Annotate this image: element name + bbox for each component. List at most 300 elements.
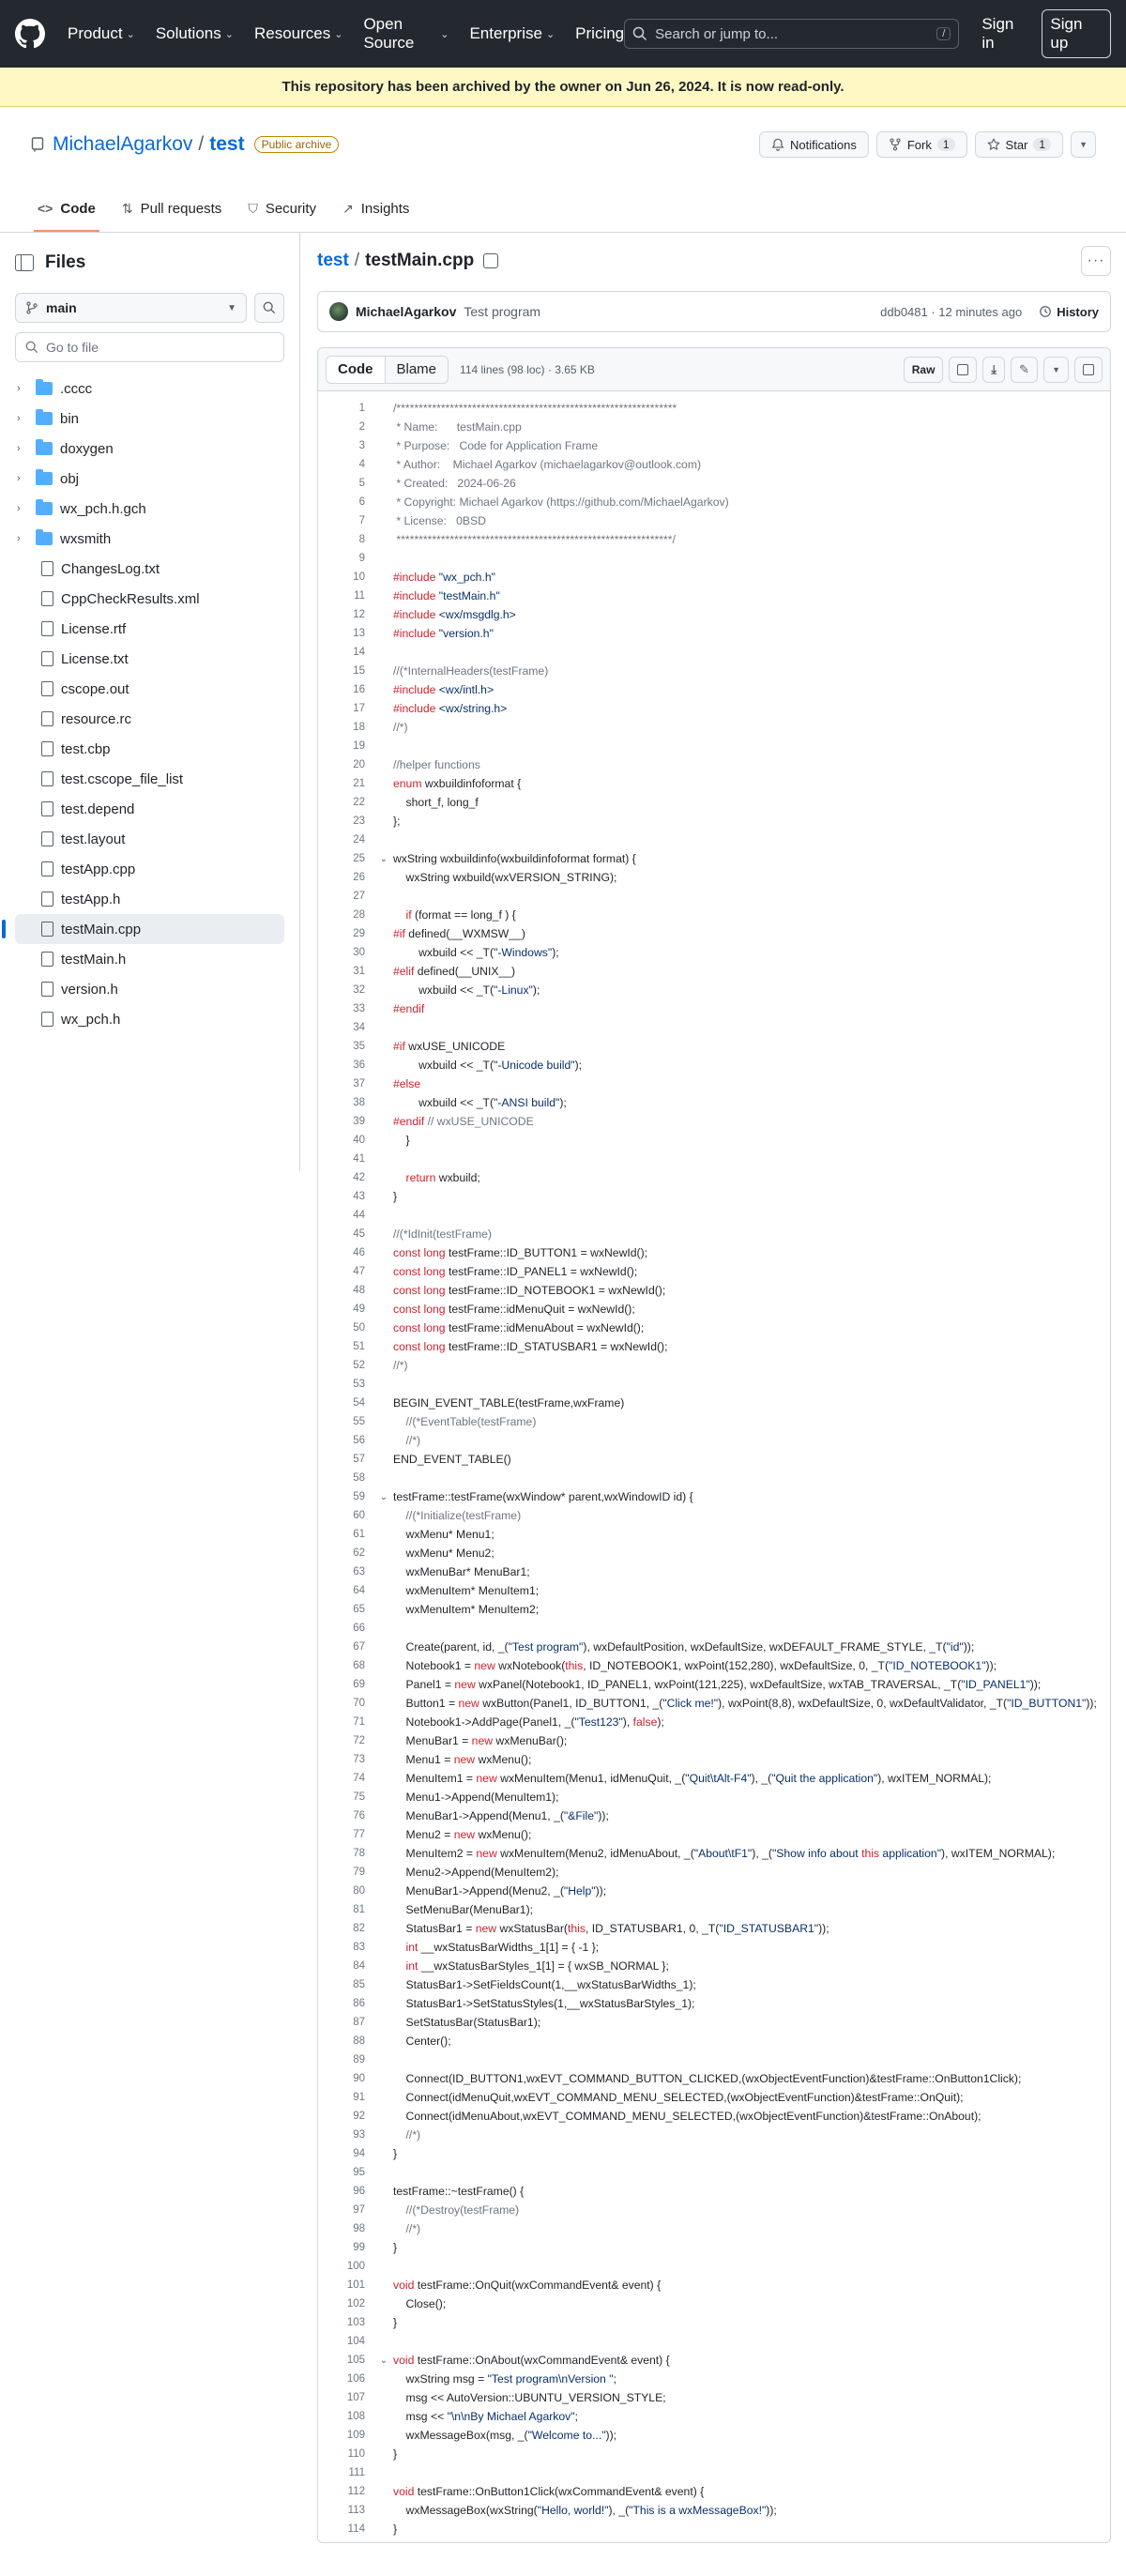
code-line — [318, 1938, 1110, 1957]
file-tree-file[interactable] — [15, 854, 284, 884]
code-text: }; — [393, 815, 401, 828]
code-text: wxbuild << _T("-Unicode build"); — [393, 1059, 583, 1072]
code-line — [318, 887, 1110, 906]
blame-view-button[interactable]: Blame — [386, 357, 449, 383]
line-number[interactable]: 114 — [347, 2523, 365, 2535]
line-number[interactable]: 71 — [353, 1716, 365, 1728]
more-options-button[interactable]: ··· — [1081, 246, 1111, 276]
files-title: Files — [45, 252, 86, 272]
line-number[interactable]: 33 — [353, 1003, 365, 1014]
code-text: const long testFrame::ID_BUTTON1 = wxNewId(); — [393, 1246, 648, 1259]
chevron-right-icon[interactable]: › — [17, 383, 21, 394]
line-number[interactable]: 38 — [353, 1097, 365, 1108]
line-number[interactable]: 82 — [353, 1923, 365, 1934]
code-text: Connect(idMenuAbout,wxEVT_COMMAND_MENU_SELECTED,(wxObjectEventFunction)&testFrame::OnAbout); — [393, 2110, 981, 2123]
code-text: wxMenuBar* MenuBar1; — [393, 1565, 530, 1578]
sign-up-button[interactable]: Sign up — [1042, 9, 1111, 58]
sign-in-link[interactable]: Sign in — [981, 15, 1014, 52]
chevron-right-icon[interactable]: › — [17, 503, 21, 514]
chevron-down-icon: ⌄ — [440, 28, 449, 40]
file-tree-label: testApp.h — [61, 891, 121, 907]
line-number[interactable]: 12 — [353, 609, 365, 620]
line-number[interactable]: 74 — [353, 1773, 365, 1784]
code-line — [318, 1750, 1110, 1769]
code-text: void testFrame::OnButton1Click(wxCommandEvent& event) { — [393, 2485, 705, 2498]
line-number[interactable]: 36 — [353, 1059, 365, 1071]
code-text: testFrame::testFrame(wxWindow* parent,wxWindowID id) { — [393, 1490, 693, 1503]
file-tree-file[interactable] — [15, 794, 284, 824]
code-line — [318, 1243, 1110, 1262]
go-to-file-input[interactable]: Go to file — [15, 332, 284, 362]
code-line — [318, 924, 1110, 943]
line-number[interactable]: 76 — [353, 1810, 365, 1821]
notifications-button[interactable]: Notifications — [759, 131, 869, 158]
line-number[interactable]: 50 — [353, 1322, 365, 1334]
file-search-button[interactable] — [254, 293, 284, 323]
line-number[interactable]: 48 — [353, 1285, 365, 1296]
code-text: BEGIN_EVENT_TABLE(testFrame,wxFrame) — [393, 1396, 625, 1410]
line-number[interactable]: 95 — [353, 2167, 365, 2178]
file-tree-label: test.cscope_file_list — [61, 770, 184, 787]
line-number[interactable]: 2 — [358, 421, 365, 433]
line-number[interactable]: 23 — [353, 815, 365, 827]
line-number[interactable]: 26 — [353, 872, 365, 883]
avatar[interactable] — [329, 302, 348, 321]
code-text: } — [393, 2241, 398, 2254]
line-number[interactable]: 97 — [353, 2204, 365, 2216]
line-number[interactable]: 105 — [346, 2355, 365, 2366]
code-line — [318, 436, 1110, 455]
line-number[interactable]: 88 — [353, 2035, 365, 2047]
code-text: Button1 = new wxButton(Panel1, ID_BUTTON1, _("Click me!"), wxPoint(8,8), wxDefaultSize, 0, wxDefaultValidator, _T("ID_BUTTON1")); — [393, 1697, 1097, 1710]
code-line — [318, 1018, 1110, 1037]
code-text: msg << "\n\nBy Michael Agarkov"; — [393, 2410, 578, 2423]
line-number[interactable]: 72 — [353, 1735, 365, 1746]
code-icon: <> — [38, 201, 53, 216]
file-tree-label: test.layout — [61, 831, 126, 847]
line-number[interactable]: 51 — [353, 1341, 365, 1352]
line-number[interactable]: 84 — [353, 1960, 365, 1972]
tab-insights[interactable]: ↗ Insights — [342, 200, 410, 217]
line-number[interactable]: 6 — [358, 496, 365, 508]
copy-raw-button[interactable] — [949, 357, 977, 383]
line-number[interactable]: 102 — [346, 2298, 365, 2309]
file-tree-file[interactable] — [15, 554, 284, 584]
line-number[interactable]: 94 — [353, 2148, 365, 2159]
commit-meta[interactable]: ddb0481 · 12 minutes ago — [880, 304, 1023, 319]
code-line — [318, 530, 1110, 549]
line-number[interactable]: 112 — [347, 2486, 365, 2497]
raw-button[interactable]: Raw — [904, 357, 944, 383]
copy-path-icon[interactable] — [483, 253, 498, 268]
file-tree-file[interactable] — [15, 824, 284, 854]
code-line — [318, 1187, 1110, 1206]
repo-owner-link[interactable]: MichaelAgarkov — [53, 133, 193, 155]
code-line — [318, 2463, 1110, 2482]
line-number[interactable]: 32 — [353, 984, 365, 996]
search-icon — [25, 341, 38, 354]
line-number[interactable]: 16 — [353, 684, 365, 695]
code-text: //*) — [393, 721, 408, 734]
chevron-down-icon: ⌄ — [126, 28, 135, 40]
code-text: Menu2->Append(MenuItem2); — [393, 1866, 559, 1879]
line-number[interactable]: 96 — [353, 2186, 365, 2197]
file-tree-folder[interactable] — [15, 524, 284, 554]
file-tree-file[interactable] — [15, 584, 284, 614]
commit-author-link[interactable]: MichaelAgarkov — [356, 304, 457, 319]
code-text: * Copyright: Michael Agarkov (https://github.com/MichaelAgarkov) — [393, 495, 729, 509]
line-number[interactable]: 93 — [353, 2129, 365, 2141]
code-line — [318, 1450, 1110, 1469]
code-text: wxString wxbuild(wxVERSION_STRING); — [393, 871, 617, 884]
sidebar-collapse-icon[interactable] — [15, 254, 34, 271]
file-tree-file[interactable] — [15, 734, 284, 764]
fold-chevron-icon[interactable]: ⌄ — [379, 1491, 388, 1502]
line-number[interactable]: 66 — [353, 1623, 365, 1634]
code-container — [317, 347, 1111, 2543]
line-number[interactable]: 24 — [353, 834, 365, 846]
line-number[interactable]: 21 — [353, 778, 365, 789]
repo-header — [0, 107, 1126, 233]
line-number[interactable]: 22 — [353, 797, 365, 808]
line-number[interactable]: 61 — [353, 1529, 365, 1540]
nav-pricing[interactable]: Pricing — [575, 24, 625, 42]
code-line — [318, 1694, 1110, 1713]
shield-icon: ⛉ — [248, 200, 258, 216]
line-number[interactable]: 52 — [353, 1360, 365, 1371]
branch-icon — [25, 301, 38, 314]
tab-code[interactable]: <> Code — [34, 187, 99, 232]
line-number[interactable]: 20 — [353, 759, 365, 770]
line-number[interactable]: 110 — [347, 2448, 365, 2460]
code-line — [318, 2351, 1110, 2370]
line-number[interactable]: 55 — [353, 1416, 365, 1427]
code-text: void testFrame::OnQuit(wxCommandEvent& event) { — [393, 2279, 662, 2292]
file-info: 114 lines (98 loc) · 3.65 KB — [460, 362, 595, 376]
code-text: } — [393, 1190, 398, 1203]
line-number[interactable]: 17 — [353, 703, 365, 714]
line-number[interactable]: 53 — [353, 1379, 365, 1390]
nav-open-source[interactable]: Open Source ⌄ — [363, 15, 449, 52]
line-number[interactable]: 31 — [353, 966, 365, 977]
code-text: **************************************************************/ — [393, 533, 676, 546]
code-text: #if defined(__WXMSW__) — [393, 927, 525, 940]
line-number[interactable]: 44 — [353, 1210, 365, 1221]
view-toggle — [326, 356, 449, 384]
search-shortcut-badge: / — [936, 27, 951, 40]
code-line — [318, 1544, 1110, 1562]
line-number[interactable]: 67 — [353, 1641, 365, 1653]
line-number[interactable]: 40 — [353, 1135, 365, 1146]
file-tree-file[interactable] — [15, 704, 284, 734]
line-number[interactable]: 79 — [353, 1867, 365, 1878]
code-text: wxbuild << _T("-ANSI build"); — [393, 1096, 567, 1109]
code-line — [318, 2370, 1110, 2388]
line-number[interactable]: 62 — [353, 1547, 365, 1559]
line-number[interactable]: 29 — [353, 928, 365, 939]
code-line — [318, 962, 1110, 981]
file-icon — [41, 771, 53, 786]
line-number[interactable]: 35 — [353, 1041, 365, 1052]
line-number[interactable]: 101 — [346, 2279, 365, 2291]
file-tree-file[interactable] — [15, 974, 284, 1004]
file-tree-label: obj — [60, 470, 80, 487]
star-button[interactable]: Star 1 — [975, 131, 1064, 158]
line-number[interactable]: 3 — [358, 440, 365, 451]
folder-icon — [36, 412, 53, 425]
file-tree-label: .cccc — [60, 380, 93, 397]
line-number[interactable]: 1 — [358, 403, 365, 414]
line-number[interactable]: 106 — [346, 2373, 365, 2385]
line-number[interactable]: 81 — [353, 1904, 365, 1915]
global-header — [0, 0, 1126, 68]
nav-solutions[interactable]: Solutions ⌄ — [155, 24, 234, 42]
code-line — [318, 849, 1110, 868]
line-number[interactable]: 107 — [346, 2392, 365, 2403]
line-number[interactable]: 92 — [353, 2111, 365, 2122]
line-number[interactable]: 86 — [353, 1998, 365, 2009]
code-line — [318, 624, 1110, 643]
line-number[interactable]: 108 — [346, 2411, 365, 2422]
repo-name-link[interactable]: test — [209, 133, 245, 155]
code-line — [318, 680, 1110, 699]
code-text: wxString wxbuildinfo(wxbuildinfoformat format) { — [393, 852, 636, 865]
code-line — [318, 662, 1110, 680]
line-number[interactable]: 64 — [353, 1585, 365, 1596]
line-number[interactable]: 10 — [353, 572, 365, 583]
line-number[interactable]: 91 — [353, 2092, 365, 2103]
github-logo-icon[interactable] — [15, 19, 45, 49]
code-line — [318, 2501, 1110, 2520]
line-number[interactable]: 47 — [353, 1266, 365, 1277]
line-number[interactable]: 60 — [353, 1510, 365, 1521]
code-text: //*) — [393, 1359, 408, 1372]
tab-security[interactable]: ⛉ Security — [248, 200, 316, 217]
file-tree-file[interactable] — [15, 884, 284, 914]
line-number[interactable]: 9 — [358, 553, 365, 564]
code-line — [318, 1675, 1110, 1694]
chevron-right-icon[interactable]: › — [17, 413, 21, 424]
code-text: //*) — [393, 2128, 421, 2142]
code-text: int __wxStatusBarWidths_1[1] = { -1 }; — [405, 1941, 600, 1954]
file-tree-folder[interactable] — [15, 404, 284, 434]
file-tree-folder[interactable] — [15, 434, 284, 464]
line-number[interactable]: 41 — [353, 1153, 365, 1165]
code-text: wxString msg = "Test program\nVersion "; — [393, 2372, 616, 2385]
file-icon — [41, 591, 53, 606]
global-nav — [68, 15, 624, 53]
chevron-right-icon[interactable]: › — [17, 473, 21, 484]
code-text: MenuBar1 = new wxMenuBar(); — [393, 1734, 568, 1747]
code-text: #include "wx_pch.h" — [393, 571, 495, 584]
edit-dropdown-button[interactable] — [1043, 357, 1069, 383]
line-number[interactable]: 54 — [353, 1397, 365, 1409]
triangle-down-icon: ▼ — [1079, 140, 1088, 149]
line-number[interactable]: 45 — [353, 1228, 365, 1240]
file-tree-folder[interactable] — [15, 494, 284, 524]
line-number[interactable]: 80 — [353, 1885, 365, 1897]
line-number[interactable]: 5 — [358, 478, 365, 489]
code-text: int __wxStatusBarStyles_1[1] = { wxSB_NORMAL }; — [405, 1959, 669, 1973]
code-line — [318, 2163, 1110, 2182]
line-number[interactable]: 87 — [353, 2017, 365, 2028]
line-number[interactable]: 49 — [353, 1303, 365, 1315]
code-text: #include <wx/msgdlg.h> — [393, 608, 516, 621]
code-text: enum wxbuildinfoformat { — [393, 777, 522, 790]
file-tree-file[interactable] — [15, 614, 284, 644]
file-icon — [41, 952, 53, 967]
chevron-right-icon[interactable]: › — [17, 533, 21, 544]
code-line — [318, 2050, 1110, 2069]
code-line — [318, 2407, 1110, 2426]
line-number[interactable]: 28 — [353, 909, 365, 921]
breadcrumb — [317, 246, 1111, 276]
line-number[interactable]: 73 — [353, 1754, 365, 1765]
code-line — [318, 718, 1110, 737]
chevron-down-icon: ⌄ — [545, 28, 555, 40]
code-line — [318, 1825, 1110, 1844]
download-button[interactable] — [982, 357, 1005, 383]
code-line — [318, 699, 1110, 718]
line-number[interactable]: 113 — [347, 2505, 365, 2516]
fold-chevron-icon[interactable]: ⌄ — [379, 2355, 388, 2366]
line-number[interactable]: 46 — [353, 1247, 365, 1258]
line-number[interactable]: 77 — [353, 1829, 365, 1840]
line-number[interactable]: 104 — [346, 2336, 365, 2347]
triangle-down-icon: ▼ — [1052, 364, 1060, 374]
line-number[interactable]: 4 — [358, 459, 365, 470]
file-icon — [41, 861, 53, 876]
file-tree-file[interactable] — [15, 914, 284, 944]
line-number[interactable]: 13 — [353, 628, 365, 639]
code-line — [318, 455, 1110, 474]
fold-chevron-icon[interactable]: ⌄ — [379, 853, 388, 864]
star-dropdown-button[interactable] — [1071, 131, 1096, 158]
code-text: MenuItem1 = new wxMenuItem(Menu1, idMenuQuit, _("Quit\tAlt-F4"), _("Quit the application"), wxITEM_NORMAL); — [393, 1772, 992, 1785]
tab-pull-requests[interactable]: ⇅ Pull requests — [121, 200, 222, 217]
code-text: Close(); — [393, 2297, 447, 2310]
line-number[interactable]: 78 — [353, 1848, 365, 1859]
line-number[interactable]: 59 — [353, 1491, 365, 1502]
file-icon — [41, 741, 53, 756]
code-line — [318, 2201, 1110, 2219]
line-number[interactable]: 34 — [353, 1022, 365, 1033]
nav-resources[interactable]: Resources ⌄ — [253, 24, 343, 42]
code-line — [318, 1337, 1110, 1356]
line-number[interactable]: 30 — [353, 947, 365, 958]
line-number[interactable]: 103 — [346, 2317, 365, 2328]
line-number[interactable]: 65 — [353, 1604, 365, 1615]
breadcrumb-repo-link[interactable]: test — [317, 251, 349, 270]
line-number[interactable]: 8 — [358, 534, 365, 545]
global-search[interactable] — [624, 19, 959, 49]
download-icon: ⤓ — [991, 361, 997, 376]
content-layout — [0, 233, 1126, 2543]
branch-row — [15, 293, 284, 323]
file-tree-file[interactable] — [15, 674, 284, 704]
line-number[interactable]: 11 — [354, 590, 365, 602]
code-line — [318, 643, 1110, 662]
code-line — [318, 1788, 1110, 1806]
code-text: MenuBar1->Append(Menu1, _("&File")); — [393, 1809, 609, 1822]
line-number[interactable]: 99 — [353, 2242, 365, 2253]
code-text: Notebook1->AddPage(Panel1, _("Test123"), false); — [393, 1715, 664, 1729]
code-text: * Purpose: Code for Application Frame — [393, 439, 599, 452]
nav-product[interactable]: Product ⌄ — [68, 24, 135, 42]
line-number[interactable]: 25 — [353, 853, 365, 864]
code-line — [318, 1562, 1110, 1581]
latest-commit — [317, 291, 1111, 332]
commit-message-link[interactable]: Test program — [464, 304, 541, 319]
code-line — [318, 2294, 1110, 2313]
line-number[interactable]: 109 — [346, 2430, 365, 2441]
line-number[interactable]: 111 — [348, 2467, 365, 2478]
line-number[interactable]: 83 — [353, 1942, 365, 1953]
file-icon — [41, 831, 53, 846]
file-tree-label: License.rtf — [61, 620, 127, 637]
code-line — [318, 568, 1110, 587]
line-number[interactable]: 14 — [353, 647, 365, 658]
code-line — [318, 774, 1110, 793]
nav-enterprise[interactable]: Enterprise ⌄ — [469, 24, 555, 42]
line-number[interactable]: 75 — [353, 1791, 365, 1803]
line-number[interactable]: 57 — [353, 1454, 365, 1465]
line-number[interactable]: 18 — [353, 722, 365, 733]
line-number[interactable]: 68 — [353, 1660, 365, 1671]
line-number[interactable]: 42 — [353, 1172, 365, 1183]
line-number[interactable]: 100 — [346, 2261, 365, 2272]
file-tree-file[interactable] — [15, 764, 284, 794]
line-number[interactable]: 15 — [353, 665, 365, 677]
line-number[interactable]: 90 — [353, 2073, 365, 2084]
fork-button[interactable]: Fork 1 — [876, 131, 967, 158]
line-number[interactable]: 56 — [353, 1435, 365, 1446]
code-line — [318, 831, 1110, 849]
line-number[interactable]: 98 — [353, 2223, 365, 2234]
line-number[interactable]: 89 — [353, 2054, 365, 2065]
code-text: MenuItem2 = new wxMenuItem(Menu2, idMenuAbout, _("About\tF1"), _("Show info about this application"), wxITEM_NORMAL); — [393, 1847, 1056, 1860]
edit-button[interactable] — [1011, 357, 1038, 383]
file-tree-label: testMain.cpp — [61, 921, 142, 937]
code-line — [318, 1506, 1110, 1525]
line-number[interactable]: 27 — [353, 891, 365, 902]
code-line — [318, 1431, 1110, 1450]
code-view-button[interactable]: Code — [327, 357, 386, 383]
line-number[interactable]: 69 — [353, 1679, 365, 1690]
branch-selector[interactable]: main ▼ — [15, 293, 247, 323]
code-text: //helper functions — [393, 758, 480, 771]
file-tree-file[interactable] — [15, 944, 284, 974]
file-tree-file[interactable] — [15, 1004, 284, 1034]
line-number[interactable]: 85 — [353, 1979, 365, 1990]
file-tree-folder[interactable] — [15, 464, 284, 494]
code-line — [318, 812, 1110, 831]
file-tree-file[interactable] — [15, 644, 284, 674]
line-number[interactable]: 63 — [353, 1566, 365, 1578]
symbols-panel-button[interactable] — [1074, 357, 1103, 383]
line-number[interactable]: 39 — [353, 1116, 365, 1127]
line-number[interactable]: 43 — [353, 1191, 365, 1202]
line-number[interactable]: 7 — [358, 515, 365, 526]
code-text: Menu2 = new wxMenu(); — [393, 1828, 532, 1841]
file-tree-folder[interactable] — [15, 373, 284, 404]
line-number[interactable]: 70 — [353, 1698, 365, 1709]
chevron-right-icon[interactable]: › — [17, 443, 21, 454]
line-number[interactable]: 19 — [353, 740, 365, 752]
line-number[interactable]: 37 — [353, 1078, 365, 1090]
line-number[interactable]: 58 — [353, 1472, 365, 1484]
history-button[interactable]: History — [1039, 305, 1099, 319]
